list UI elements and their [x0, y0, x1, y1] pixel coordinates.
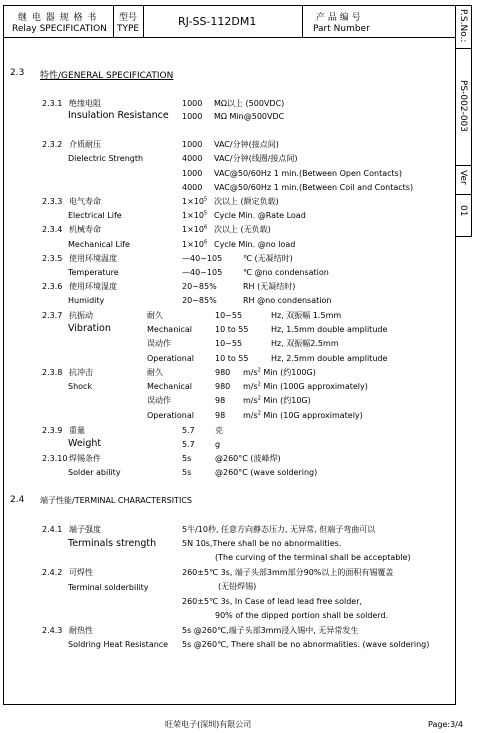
- value-text: RH @no condensation: [243, 296, 332, 305]
- item-cn: 机械寿命: [69, 225, 101, 234]
- value: 10 to 55: [215, 325, 249, 334]
- value: 5s: [182, 468, 192, 477]
- item-cn: 绝缘电阻: [69, 99, 101, 108]
- row-key: 耐久: [147, 311, 163, 320]
- ps-label: P.S.No.:: [458, 9, 468, 43]
- row-key: Mechanical: [147, 325, 193, 334]
- value-text: 次以上 (无负载): [214, 225, 271, 234]
- value-text: 5s @260℃,端子头部3mm浸入锡中, 无异常发生: [182, 626, 359, 635]
- item-number: 2.3.5: [42, 254, 63, 263]
- part-en-label: Part Number: [313, 24, 370, 34]
- item-number: 2.4.2: [42, 568, 63, 577]
- value-text: Hz, 1.5mm double amplitude: [271, 325, 388, 334]
- value: 10~55: [215, 311, 243, 320]
- item-number: 2.3.6: [42, 282, 63, 291]
- item-cn: 重量: [69, 426, 85, 435]
- item-en: Mechanical Life: [68, 240, 130, 249]
- value: $1\times 10^6$: [182, 239, 208, 249]
- value: 20~85%: [182, 282, 217, 291]
- item-number: 2.3.2: [42, 140, 63, 149]
- value-text: VAC/分钟(接点间): [214, 140, 279, 149]
- section-title: 端子性能/TERMINAL CHARACTERSITICS: [40, 496, 192, 505]
- value: 4000: [182, 154, 203, 163]
- value-text: 260±5℃ 3s, 端子头部3mm部分90%以上的面积有锡覆盖: [182, 568, 394, 577]
- section-number: 2.4: [10, 495, 25, 505]
- item-cn: 使用环境湿度: [69, 282, 117, 291]
- value: 5.7: [182, 426, 195, 435]
- value: $1\times 10^6$: [182, 224, 208, 234]
- item-number: 2.3.1: [42, 99, 63, 108]
- value: 5s: [182, 454, 192, 463]
- value-text: $m/s^2$ Min (100G approximately): [243, 381, 368, 391]
- item-cn: 端子强度: [69, 525, 101, 534]
- item-cn: 抗冲击: [69, 368, 93, 377]
- row-key: Operational: [147, 354, 194, 363]
- value-text: @260°C (波峰焊): [215, 454, 281, 463]
- item-en: Terminals strength: [68, 538, 157, 549]
- item-en: Shock: [68, 382, 93, 391]
- value-text: @260°C (wave soldering): [215, 468, 318, 477]
- item-number: 2.3.4: [42, 225, 63, 234]
- value: 10~55: [215, 339, 243, 348]
- value: 98: [215, 396, 226, 405]
- value-text: VAC@50/60Hz 1 min.(Between Open Contacts): [214, 169, 402, 178]
- value: 10 to 55: [215, 354, 249, 363]
- item-cn: 焊锡条件: [69, 454, 101, 463]
- item-en: Weight: [68, 438, 102, 449]
- value: $1\times 10^5$: [182, 196, 208, 206]
- header-divider: [3, 37, 456, 38]
- footer-page: Page:3/4: [428, 720, 463, 729]
- item-en: Insulation Resistance: [68, 110, 169, 121]
- item-en: Humidity: [68, 296, 105, 305]
- row-key: 耐久: [147, 368, 163, 377]
- header-col-line: [143, 5, 144, 37]
- value-text: Hz, 双振幅 1.5mm: [271, 311, 342, 320]
- item-en: Solder ability: [68, 468, 121, 477]
- type-cn-label: 型号: [119, 13, 138, 23]
- header-col-line: [302, 5, 303, 37]
- type-en-label: TYPE: [117, 24, 140, 34]
- value-text: 5N 10s,There shall be no abnormalities.: [182, 539, 342, 548]
- item-cn: 使用环境温度: [69, 254, 117, 263]
- item-en: Terminal solderbility: [68, 583, 149, 592]
- value-text: Hz, 双振幅2.5mm: [271, 339, 339, 348]
- value: 980: [215, 368, 231, 377]
- value: 98: [215, 411, 226, 420]
- side-divider: [456, 165, 472, 166]
- value: 1000: [182, 140, 203, 149]
- item-number: 2.3.8: [42, 368, 63, 377]
- item-number: 2.3.10: [42, 454, 68, 463]
- value: 1000: [182, 169, 203, 178]
- item-en: Soldring Heat Resistance: [68, 640, 169, 649]
- value: 5.7: [182, 440, 195, 449]
- item-cn: 电气寿命: [69, 197, 101, 206]
- value: 980: [215, 382, 231, 391]
- value-text: 克: [215, 426, 223, 435]
- row-key: 误动作: [147, 339, 171, 348]
- row-key: Mechanical: [147, 382, 193, 391]
- item-en: Electrical Life: [68, 211, 122, 220]
- value-text: $m/s^2$ Min (10G approximately): [243, 410, 363, 420]
- item-number: 2.4.3: [42, 626, 63, 635]
- footer-company: 旺荣电子(深圳)有限公司: [165, 720, 252, 729]
- item-number: 2.4.1: [42, 525, 63, 534]
- value-text: Cycle Min. @no load: [214, 240, 296, 249]
- value: 20~85%: [182, 296, 217, 305]
- ps-value: PS-002-003: [458, 80, 468, 132]
- value-text: (无铅焊锡): [218, 582, 257, 591]
- part-cn-label: 产 品 编 号: [316, 13, 361, 23]
- value-text: Cycle Min. @Rate Load: [214, 211, 306, 220]
- value-text: 90% of the dipped portion shall be solderd.: [215, 611, 389, 620]
- item-en: Temperature: [68, 268, 119, 277]
- value-text: VAC/分钟(线圈/接点间): [214, 154, 298, 163]
- item-number: 2.3.3: [42, 197, 63, 206]
- item-cn: 介质耐压: [69, 140, 101, 149]
- section-title: 特性/GENERAL SPECIFICATION: [40, 71, 174, 81]
- item-en: Dielectric Strength: [68, 154, 144, 163]
- section-number: 2.3: [10, 68, 25, 78]
- item-cn: 耐热性: [69, 626, 93, 635]
- item-number: 2.3.7: [42, 311, 63, 320]
- value: 1000: [182, 112, 203, 121]
- row-key: 误动作: [147, 396, 171, 405]
- value-text: $m/s^2$ Min (约10G): [243, 395, 311, 405]
- value-text: ℃ (无凝结时): [243, 254, 293, 263]
- value-text: Hz, 2.5mm double amplitude: [271, 354, 388, 363]
- value: —40~105: [182, 254, 223, 263]
- ver-label: Ver: [458, 170, 468, 185]
- value-text: RH (无凝结时): [243, 282, 296, 291]
- model-number: RJ-SS-112DM1: [178, 15, 257, 28]
- value-text: VAC@50/60Hz 1 min.(Between Coil and Contacts): [214, 183, 414, 192]
- value: $1\times 10^5$: [182, 210, 208, 220]
- item-number: 2.3.9: [42, 426, 63, 435]
- value-text: (The curving of the terminal shall be acceptable): [215, 553, 411, 562]
- value-text: MΩ Min@500VDC: [214, 112, 285, 121]
- item-en: Vibration: [68, 323, 111, 334]
- value: 4000: [182, 183, 203, 192]
- value-text: g: [215, 440, 221, 449]
- header-col-line: [113, 5, 114, 37]
- item-cn: 抗振动: [69, 311, 93, 320]
- value-text: 5牛/10秒, 任意方向静态压力, 无异常, 但端子弯曲可以: [182, 525, 376, 534]
- value-text: $m/s^2$ Min (约100G): [243, 367, 316, 377]
- value-text: ℃ @no condensation: [243, 268, 329, 277]
- side-divider: [456, 48, 472, 49]
- value: 1000: [182, 99, 203, 108]
- item-cn: 可焊性: [69, 568, 93, 577]
- value-text: 260±5℃ 3s, In Case of lead lead free solder,: [182, 597, 363, 606]
- value-text: 5s @260℃, There shall be no abnormalities. (wave soldering): [182, 640, 430, 649]
- side-divider: [456, 194, 472, 195]
- value-text: MΩ以上 (500VDC): [214, 99, 285, 108]
- row-key: Operational: [147, 411, 194, 420]
- header-cn-title: 继 电 器 规 格 书: [18, 13, 98, 23]
- value: —40~105: [182, 268, 223, 277]
- value-text: 次以上 (额定负载): [214, 197, 279, 206]
- header-en-title: Relay SPECIFICATION: [12, 24, 107, 34]
- ver-value: 01: [458, 205, 468, 217]
